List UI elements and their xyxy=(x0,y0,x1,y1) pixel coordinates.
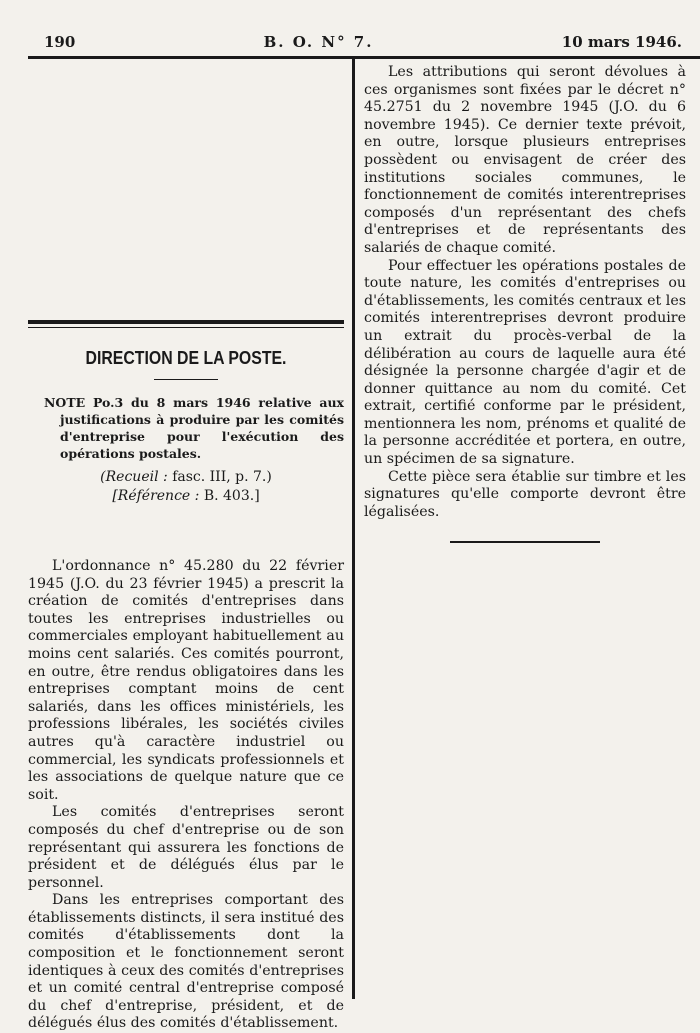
left-column xyxy=(28,320,344,1033)
page-header xyxy=(44,28,682,56)
note-title: NOTE Po.3 du 8 mars 1946 relative aux justifications à produire par les comités d'entreprise pour l'exécution des opérations postales. xyxy=(44,395,344,461)
recueil-label: (Recueil : xyxy=(100,469,168,485)
paragraph: Les attributions qui seront dévolues à ces organismes sont fixées par le décret n° 45.2751 du 2 novembre 1945 (J.O. du 6 novembre 1945). Ce dernier texte prévoit, en outre, lorsque plusieurs entreprises possèdent ou envisagent de créer des institutions sociales communes, le fonctionnement de comités interentreprises composés d'un représentant des chefs d'entreprises et de représentants des salariés de chaque comité. xyxy=(364,64,686,256)
right-column xyxy=(364,64,686,543)
section-title: DIRECTION DE LA POSTE. xyxy=(85,348,287,368)
reference-label: [Référence : xyxy=(112,488,200,504)
recueil-value: fasc. III, p. 7.) xyxy=(172,469,272,485)
page-number: 190 xyxy=(44,33,76,51)
bulletin-number: B. O. N° 7. xyxy=(263,33,374,51)
title-underline xyxy=(154,379,218,380)
paragraph: Cette pièce sera établie sur timbre et les signatures qu'elle comporte devront être légalisées. xyxy=(364,468,686,520)
section-top-rule xyxy=(28,320,344,324)
column-divider xyxy=(352,59,355,999)
header-rule xyxy=(28,56,700,59)
paragraph: Pour effectuer les opérations postales de toute nature, les comités d'entreprises ou d'établissements, les comités centraux et les comités interentreprises devront produire un extrait du procès-verbal de la délibération au cours de laquelle aura été désignée la personne chargée d'agir et de donner quittance au nom du comité. Cet extrait, certifié conforme par le président, mentionnera les nom, prénoms et qualité de la personne accréditée et portera, en outre, un spécimen de sa signature. xyxy=(364,257,686,468)
section-top-thin-rule xyxy=(28,327,344,328)
end-rule xyxy=(450,541,600,543)
paragraph: L'ordonnance n° 45.280 du 22 février 1945 (J.O. du 23 février 1945) a prescrit la création de comités d'entreprises dans toutes les entreprises industrielles ou commerciales employant habituellement au moins cent salariés. Ces comités pourront, en outre, être rendus obligatoires dans les entreprises comptant moins de cent salariés, dans les offices ministériels, les professions libérales, les sociétés civiles autres qu'à caractère industriel ou commercial, les syndicats professionnels et les associations de quelque nature que ce soit. xyxy=(28,558,344,803)
reference-line xyxy=(28,487,344,506)
reference-value: B. 403.] xyxy=(203,488,260,504)
recueil-line xyxy=(28,468,344,487)
left-body xyxy=(28,558,344,1033)
paragraph: Dans les entreprises comportant des établissements distincts, il sera institué des comités d'établissements dont la composition et le fonctionnement seront identiques à ceux des comités d'entreprises et un comité central d'entreprise composé du chef d'entreprise, président, et de délégués élus des comités d'établissement. xyxy=(28,892,344,1032)
issue-date: 10 mars 1946. xyxy=(561,33,682,51)
paragraph: Les comités d'entreprises seront composés du chef d'entreprise ou de son représentant qui assurera les fonctions de président et de délégués élus par le personnel. xyxy=(28,804,344,891)
